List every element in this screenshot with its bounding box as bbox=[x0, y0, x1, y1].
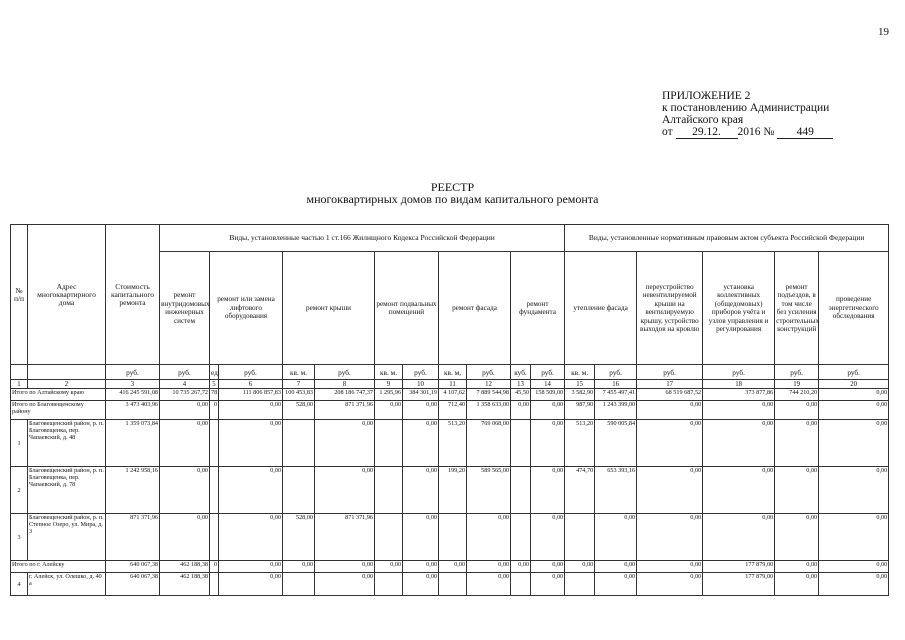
value-cell: 3 473 403,96 bbox=[106, 401, 160, 420]
total-label: Итого по Благовещенскому району bbox=[11, 401, 106, 420]
value-cell: 0,00 bbox=[775, 467, 819, 514]
value-cell: 0,00 bbox=[219, 561, 283, 573]
registry-body bbox=[11, 389, 889, 596]
header-facade: ремонт фасада bbox=[439, 252, 511, 365]
header-entrances: ремонт подъездов, в том числе без усиления строительных конструкций bbox=[775, 252, 819, 365]
value-cell: 0,00 bbox=[531, 561, 565, 573]
value-cell: 0,00 bbox=[637, 561, 703, 573]
appendix-line-2: к постановлению Администрации bbox=[662, 102, 830, 114]
value-cell: 0,00 bbox=[531, 467, 565, 514]
value-cell: 0,00 bbox=[637, 401, 703, 420]
unit-cell: кв. м. bbox=[283, 365, 315, 380]
value-cell: 653 393,16 bbox=[595, 467, 637, 514]
value-cell: 177 879,00 bbox=[703, 561, 775, 573]
column-number: 13 bbox=[511, 380, 531, 389]
value-cell: 0,00 bbox=[375, 401, 403, 420]
header-housing-code-group: Виды, установленные частью 1 ст.166 Жилищного Кодекса Российской Федерации bbox=[160, 225, 565, 252]
row-number: 4 bbox=[11, 573, 28, 596]
value-cell bbox=[565, 514, 595, 561]
value-cell: 871 371,96 bbox=[315, 514, 375, 561]
value-cell: 0,00 bbox=[531, 401, 565, 420]
total-label: Итого по г. Алейску bbox=[11, 561, 106, 573]
unit-cell: руб. bbox=[219, 365, 283, 380]
total-row bbox=[11, 561, 889, 573]
value-cell: 0,00 bbox=[375, 561, 403, 573]
value-cell: 0,00 bbox=[219, 514, 283, 561]
value-cell: 0,00 bbox=[403, 467, 439, 514]
value-cell: 0,00 bbox=[819, 401, 889, 420]
column-number: 14 bbox=[531, 380, 565, 389]
value-cell: 0,00 bbox=[595, 573, 637, 596]
value-cell: 640 067,38 bbox=[106, 573, 160, 596]
value-cell: 0,00 bbox=[219, 401, 283, 420]
value-cell: 199,20 bbox=[439, 467, 467, 514]
row-number: 1 bbox=[11, 420, 28, 467]
value-cell: 528,00 bbox=[283, 514, 315, 561]
value-cell: 0,00 bbox=[819, 467, 889, 514]
value-cell bbox=[439, 573, 467, 596]
column-number: 6 bbox=[219, 380, 283, 389]
value-cell bbox=[375, 514, 403, 561]
value-cell: 712,40 bbox=[439, 401, 467, 420]
address-cell: Благовещенский район, р. п. Степное Озеро, ул. Мира, д. 3 bbox=[28, 514, 106, 561]
column-number: 4 bbox=[160, 380, 210, 389]
value-cell: 1 242 958,16 bbox=[106, 467, 160, 514]
value-cell: 0,00 bbox=[160, 514, 210, 561]
header-subject-group: Виды, установленные нормативным правовым актом субъекта Российской Федерации bbox=[565, 225, 889, 252]
unit-cell: руб. bbox=[595, 365, 637, 380]
value-cell: 462 188,38 bbox=[160, 561, 210, 573]
value-cell: 0,00 bbox=[819, 420, 889, 467]
value-cell: 208 186 747,37 bbox=[315, 389, 375, 401]
value-cell: 0,00 bbox=[219, 467, 283, 514]
value-cell: 0,00 bbox=[637, 467, 703, 514]
value-cell: 1 295,96 bbox=[375, 389, 403, 401]
value-cell: 177 879,00 bbox=[703, 573, 775, 596]
value-cell: 0,00 bbox=[403, 420, 439, 467]
value-cell: 3 582,90 bbox=[565, 389, 595, 401]
page-number: 19 bbox=[878, 26, 889, 38]
document-title bbox=[0, 181, 905, 205]
value-cell: 0,00 bbox=[160, 401, 210, 420]
value-cell: 111 806 857,83 bbox=[219, 389, 283, 401]
value-cell: 68 519 687,52 bbox=[637, 389, 703, 401]
value-cell: 0,00 bbox=[819, 389, 889, 401]
value-cell: 0,00 bbox=[819, 514, 889, 561]
unit-cell: ед. bbox=[210, 365, 219, 380]
header-num: № п/п bbox=[11, 225, 28, 365]
value-cell bbox=[439, 514, 467, 561]
value-cell: 0,00 bbox=[819, 561, 889, 573]
value-cell: 769 068,00 bbox=[467, 420, 511, 467]
header-roof: ремонт крыши bbox=[283, 252, 375, 365]
decree-date: 29.12. bbox=[676, 126, 738, 139]
value-cell: 0,00 bbox=[315, 420, 375, 467]
header-row-groups bbox=[11, 225, 889, 252]
value-cell: 45,50 bbox=[511, 389, 531, 401]
value-cell: 10 735 267,72 bbox=[160, 389, 210, 401]
value-cell: 0,00 bbox=[703, 467, 775, 514]
column-number: 1 bbox=[11, 380, 28, 389]
column-number: 5 bbox=[210, 380, 219, 389]
unit-cell: кв. м, bbox=[439, 365, 467, 380]
column-number: 18 bbox=[703, 380, 775, 389]
value-cell: 0,00 bbox=[531, 420, 565, 467]
column-number: 2 bbox=[28, 380, 106, 389]
value-cell bbox=[511, 467, 531, 514]
value-cell: 0,00 bbox=[315, 561, 375, 573]
header-roof-conversion: переустройство невентилируемой крыши на вентилируемую крышу, устройство выходов на кровлю bbox=[637, 252, 703, 365]
value-cell: 0,00 bbox=[775, 514, 819, 561]
value-cell: 0,00 bbox=[160, 420, 210, 467]
column-number: 17 bbox=[637, 380, 703, 389]
value-cell bbox=[210, 420, 219, 467]
value-cell: 0,00 bbox=[775, 401, 819, 420]
value-cell: 0,00 bbox=[595, 561, 637, 573]
value-cell bbox=[210, 467, 219, 514]
header-foundation: ремонт фундамента bbox=[511, 252, 565, 365]
column-number: 11 bbox=[439, 380, 467, 389]
value-cell: 158 509,00 bbox=[531, 389, 565, 401]
value-cell: 0,00 bbox=[283, 561, 315, 573]
value-cell: 0,00 bbox=[703, 514, 775, 561]
value-cell bbox=[375, 573, 403, 596]
value-cell bbox=[375, 420, 403, 467]
value-cell: 528,00 bbox=[283, 401, 315, 420]
registry-table bbox=[10, 224, 889, 596]
unit-cell: руб. bbox=[160, 365, 210, 380]
value-cell: 0,00 bbox=[531, 514, 565, 561]
address-cell: Благовещенский район, р. п. Благовещенка, пер. Чапаевский, д. 48 bbox=[28, 420, 106, 467]
value-cell: 589 565,00 bbox=[467, 467, 511, 514]
address-cell: г. Алейск, ул. Олешко, д. 40 а bbox=[28, 573, 106, 596]
header-row-units bbox=[11, 365, 889, 380]
value-cell: 0,00 bbox=[565, 561, 595, 573]
value-cell: 0,00 bbox=[595, 514, 637, 561]
value-cell: 0 bbox=[210, 561, 219, 573]
value-cell bbox=[375, 467, 403, 514]
column-number: 8 bbox=[315, 380, 375, 389]
appendix-date-line bbox=[662, 126, 833, 139]
total-row bbox=[11, 389, 889, 401]
value-cell: 0,00 bbox=[531, 573, 565, 596]
value-cell: 0,00 bbox=[403, 573, 439, 596]
table-row bbox=[11, 420, 889, 467]
value-cell: 0,00 bbox=[703, 401, 775, 420]
from-label: от bbox=[662, 126, 673, 138]
unit-cell: руб. bbox=[531, 365, 565, 380]
unit-cell: кв. м. bbox=[565, 365, 595, 380]
title-line-1: РЕЕСТР bbox=[430, 180, 475, 194]
value-cell: 0,00 bbox=[467, 514, 511, 561]
value-cell: 0,00 bbox=[637, 514, 703, 561]
value-cell: 7 889 544,98 bbox=[467, 389, 511, 401]
value-cell: 590 005,84 bbox=[595, 420, 637, 467]
column-numbers-row bbox=[11, 380, 889, 389]
column-number: 9 bbox=[375, 380, 403, 389]
value-cell bbox=[511, 420, 531, 467]
total-label: Итого по Алтайскому краю bbox=[11, 389, 106, 401]
appendix-line-3: Алтайского края bbox=[662, 114, 744, 126]
header-meters: установка коллективных (общедомовых) приборов учёта и узлов управления и регулирования bbox=[703, 252, 775, 365]
value-cell: 4 107,62 bbox=[439, 389, 467, 401]
value-cell: 373 877,86 bbox=[703, 389, 775, 401]
value-cell: 384 301,19 bbox=[403, 389, 439, 401]
table-row bbox=[11, 467, 889, 514]
value-cell: 462 188,38 bbox=[160, 573, 210, 596]
value-cell: 0,00 bbox=[467, 573, 511, 596]
value-cell: 0 bbox=[210, 401, 219, 420]
header-elevator: ремонт или замена лифтового оборудования bbox=[210, 252, 283, 365]
column-number: 3 bbox=[106, 380, 160, 389]
value-cell: 0,00 bbox=[219, 573, 283, 596]
unit-cell bbox=[28, 365, 106, 380]
value-cell: 0,00 bbox=[775, 420, 819, 467]
header-engineering: ремонт внутридомовых инженерных систем bbox=[160, 252, 210, 365]
unit-cell: руб. bbox=[106, 365, 160, 380]
value-cell: 0,00 bbox=[439, 561, 467, 573]
value-cell: 640 067,38 bbox=[106, 561, 160, 573]
appendix-title: ПРИЛОЖЕНИЕ 2 bbox=[662, 90, 751, 102]
value-cell: 474,70 bbox=[565, 467, 595, 514]
value-cell: 1 358 633,00 bbox=[467, 401, 511, 420]
value-cell: 871 371,96 bbox=[106, 514, 160, 561]
decree-number: 449 bbox=[777, 126, 833, 139]
value-cell: 744 210,20 bbox=[775, 389, 819, 401]
value-cell: 513,20 bbox=[439, 420, 467, 467]
table-row bbox=[11, 514, 889, 561]
value-cell: 100 453,83 bbox=[283, 389, 315, 401]
unit-cell: руб. bbox=[775, 365, 819, 380]
value-cell bbox=[210, 573, 219, 596]
appendix-block bbox=[662, 90, 833, 139]
value-cell: 0,00 bbox=[403, 561, 439, 573]
value-cell: 987,90 bbox=[565, 401, 595, 420]
value-cell: 0,00 bbox=[637, 573, 703, 596]
unit-cell: руб. bbox=[637, 365, 703, 380]
column-number: 7 bbox=[283, 380, 315, 389]
value-cell bbox=[511, 514, 531, 561]
value-cell: 0,00 bbox=[160, 467, 210, 514]
header-energy-audit: проведение энергетического обследования bbox=[819, 252, 889, 365]
value-cell: 871 371,96 bbox=[315, 401, 375, 420]
value-cell bbox=[565, 573, 595, 596]
column-number: 20 bbox=[819, 380, 889, 389]
value-cell: 0,00 bbox=[403, 514, 439, 561]
value-cell: 0,00 bbox=[315, 573, 375, 596]
unit-cell bbox=[11, 365, 28, 380]
address-cell: Благовещенский район, р. п. Благовещенка, пер. Чапаевский, д. 78 bbox=[28, 467, 106, 514]
unit-cell: руб. bbox=[703, 365, 775, 380]
value-cell: 1 359 073,84 bbox=[106, 420, 160, 467]
value-cell: 78 bbox=[210, 389, 219, 401]
value-cell: 0,00 bbox=[511, 561, 531, 573]
row-number: 2 bbox=[11, 467, 28, 514]
value-cell: 0,00 bbox=[403, 401, 439, 420]
total-row bbox=[11, 401, 889, 420]
value-cell: 416 245 591,08 bbox=[106, 389, 160, 401]
year-label: 2016 № bbox=[737, 126, 775, 138]
value-cell bbox=[283, 467, 315, 514]
value-cell: 0,00 bbox=[775, 561, 819, 573]
unit-cell: руб. bbox=[819, 365, 889, 380]
value-cell bbox=[210, 514, 219, 561]
value-cell: 7 455 497,41 bbox=[595, 389, 637, 401]
row-number: 3 bbox=[11, 514, 28, 561]
value-cell: 0,00 bbox=[315, 467, 375, 514]
unit-cell: куб. bbox=[511, 365, 531, 380]
unit-cell: кв. м. bbox=[375, 365, 403, 380]
value-cell bbox=[283, 420, 315, 467]
column-number: 12 bbox=[467, 380, 511, 389]
header-facade-insulation: утепление фасада bbox=[565, 252, 637, 365]
value-cell: 0,00 bbox=[637, 420, 703, 467]
value-cell: 0,00 bbox=[703, 420, 775, 467]
value-cell: 0,00 bbox=[219, 420, 283, 467]
column-number: 19 bbox=[775, 380, 819, 389]
table-row bbox=[11, 573, 889, 596]
unit-cell: руб. bbox=[403, 365, 439, 380]
column-number: 15 bbox=[565, 380, 595, 389]
value-cell: 513,20 bbox=[565, 420, 595, 467]
header-cost: Стоимость капитального ремонта bbox=[106, 225, 160, 365]
value-cell: 0,00 bbox=[467, 561, 511, 573]
header-basement: ремонт подвальных помещений bbox=[375, 252, 439, 365]
column-number: 16 bbox=[595, 380, 637, 389]
value-cell: 1 243 399,00 bbox=[595, 401, 637, 420]
column-number: 10 bbox=[403, 380, 439, 389]
value-cell: 0,00 bbox=[511, 401, 531, 420]
header-address: Адрес многоквартирного дома bbox=[28, 225, 106, 365]
value-cell bbox=[511, 573, 531, 596]
value-cell: 0,00 bbox=[819, 573, 889, 596]
value-cell bbox=[283, 573, 315, 596]
title-line-2: многоквартирных домов по видам капитального ремонта bbox=[306, 192, 599, 206]
unit-cell: руб. bbox=[467, 365, 511, 380]
value-cell: 0,00 bbox=[775, 573, 819, 596]
unit-cell: руб. bbox=[315, 365, 375, 380]
